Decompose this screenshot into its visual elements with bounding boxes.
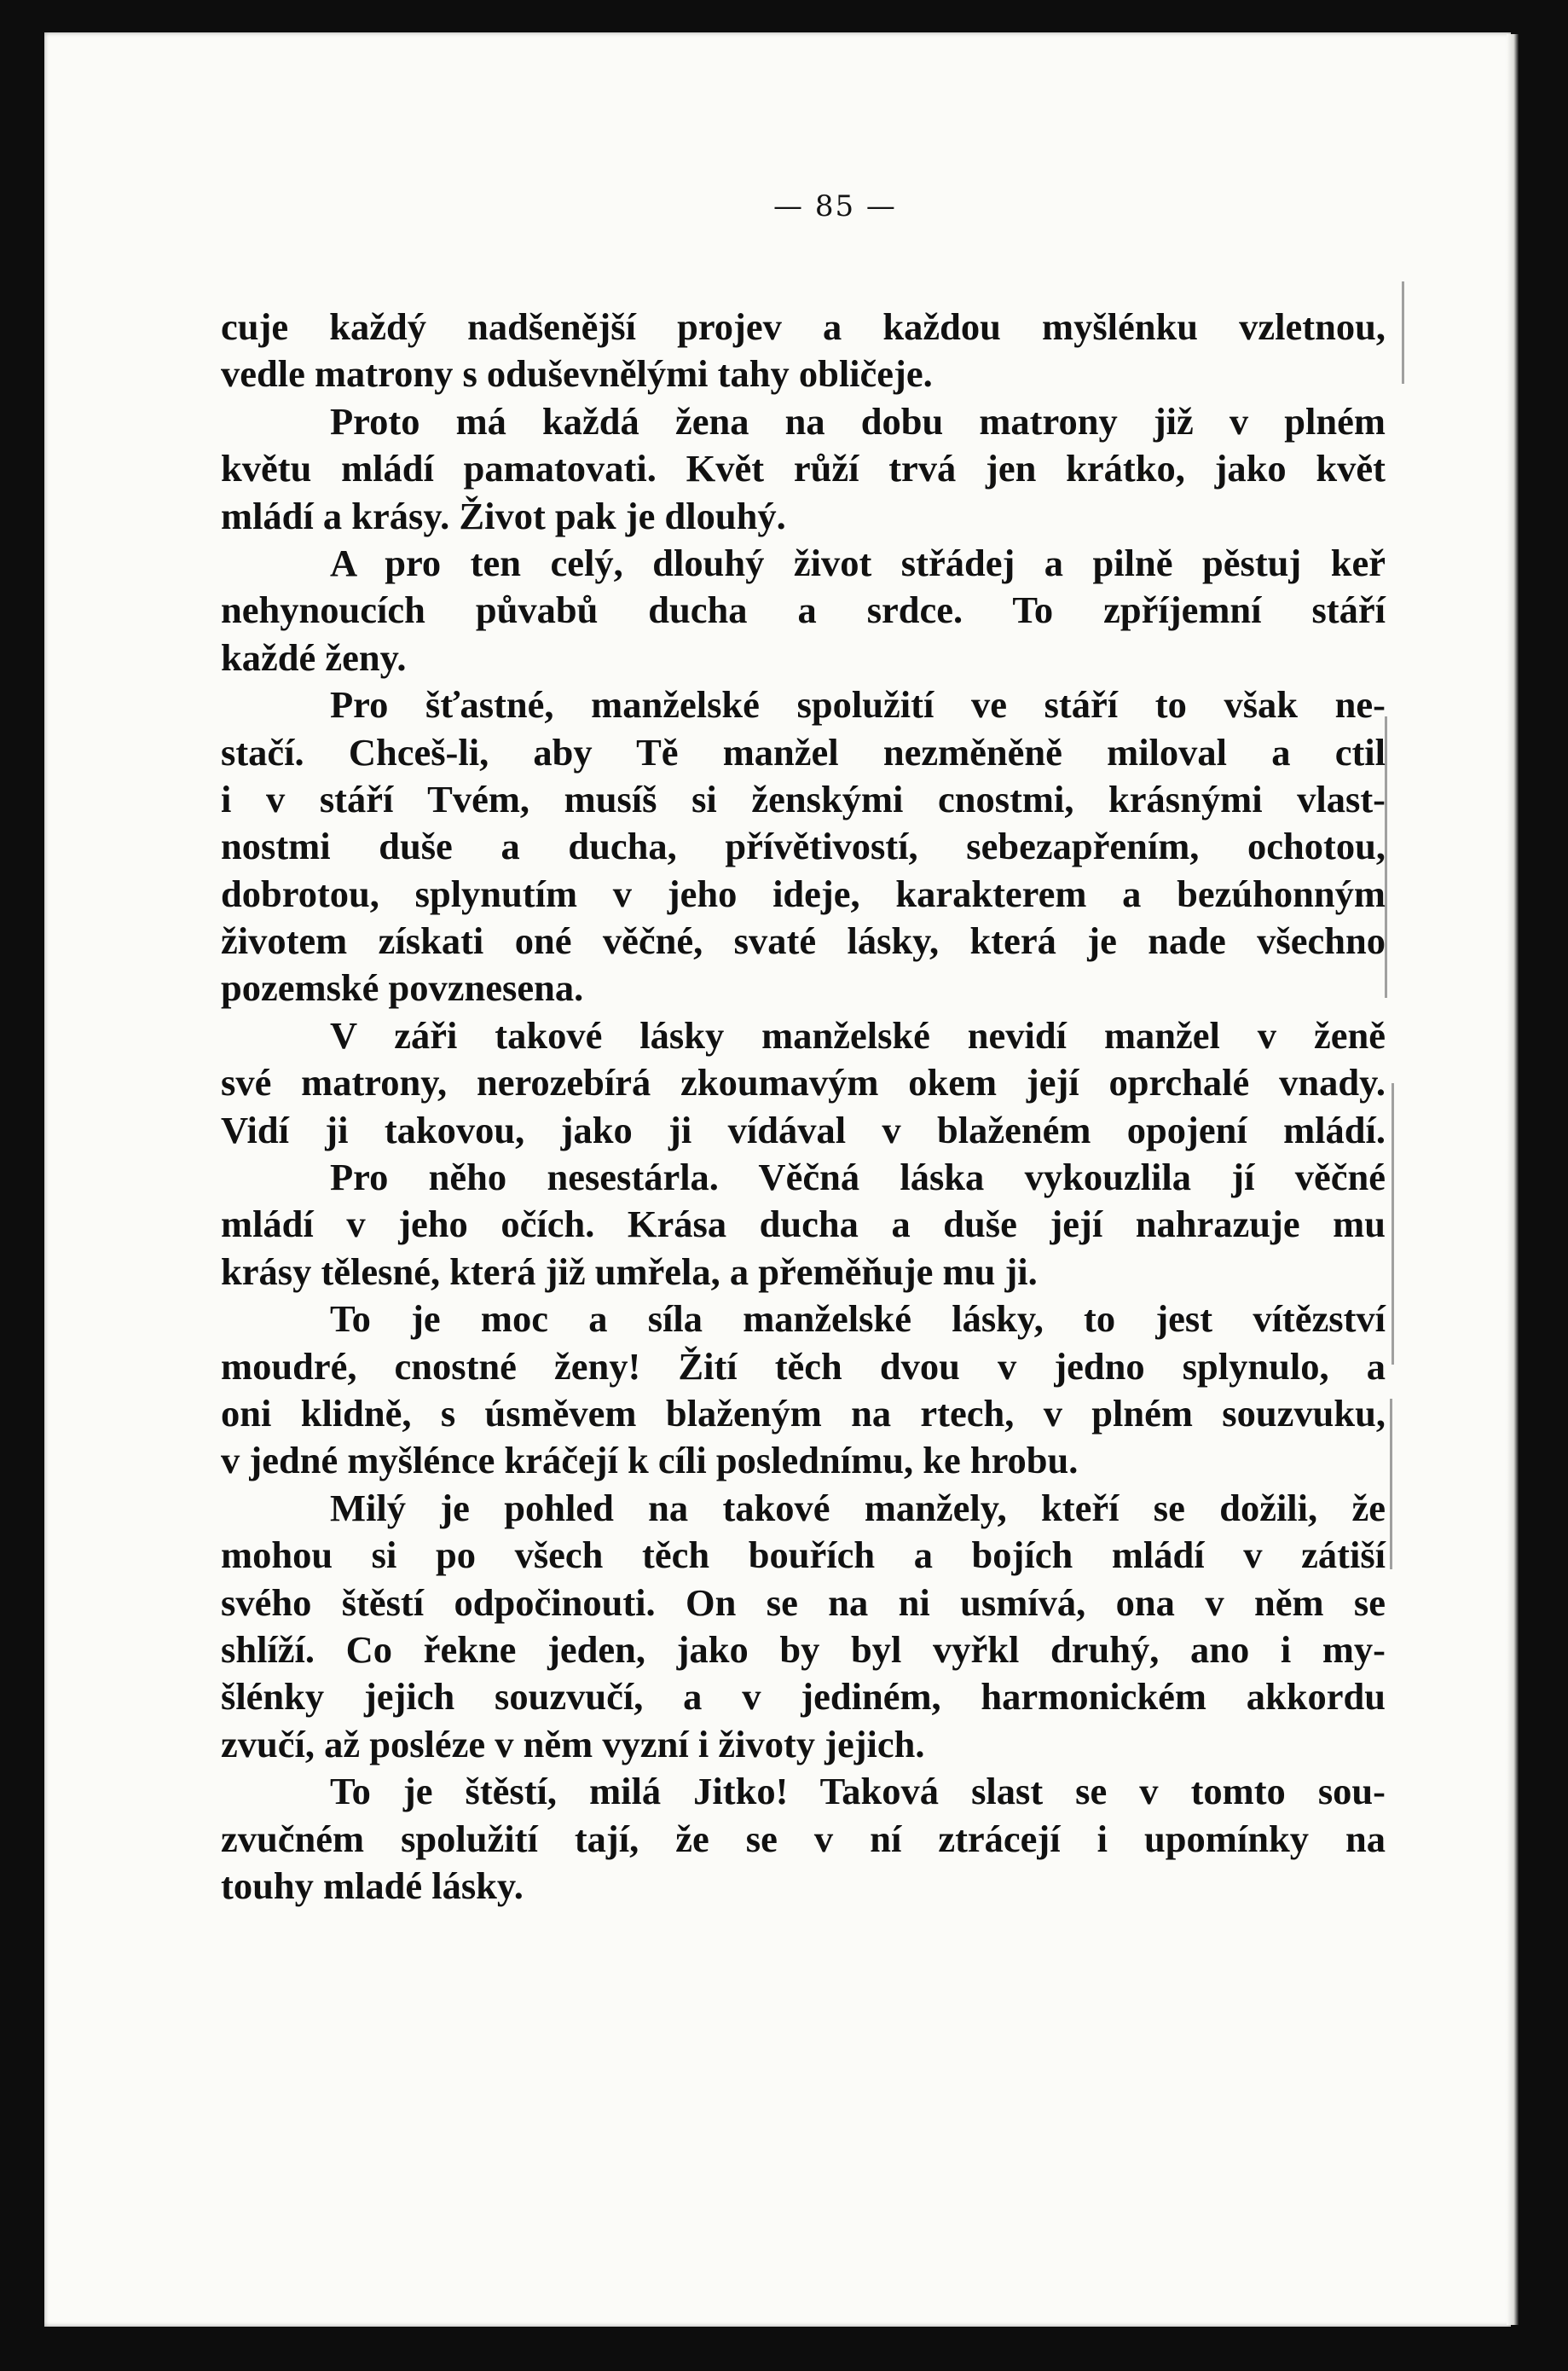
text-line: nehynoucích půvabů ducha a srdce. To zpříjemní stáří xyxy=(221,588,1386,632)
text-line: Vidí ji takovou, jako ji vídával v blaženém opojení mládí. xyxy=(221,1108,1386,1151)
text-line: Pro šťastné, manželské spolužití ve stáří to však ne- xyxy=(330,683,1386,727)
text-line: v jedné myšlénce kráčejí k cíli poslednímu, ke hrobu. xyxy=(221,1439,1079,1482)
text-line: oni klidně, s úsměvem blaženým na rtech, v plném souzvuku, xyxy=(221,1391,1386,1435)
text-line: květu mládí pamatovati. Květ růží trvá jen krátko, jako květ xyxy=(221,447,1386,490)
page-edge-shadow xyxy=(1507,34,1519,2325)
text-line: V záři takové lásky manželské nevidí manžel v ženě xyxy=(330,1013,1386,1057)
text-line: vedle matrony s oduševnělými tahy obličeje. xyxy=(221,352,933,396)
text-line: mládí a krásy. Život pak je dlouhý. xyxy=(221,494,786,537)
text-line: nostmi duše a ducha, přívětivostí, sebezapřením, ochotou, xyxy=(221,825,1386,868)
text-line: svého štěstí odpočinouti. On se na ni usmívá, ona v něm se xyxy=(221,1580,1386,1624)
text-line: krásy tělesné, která již umřela, a přeměňuje mu ji. xyxy=(221,1249,1038,1293)
body-text xyxy=(221,304,1386,1910)
text-line: zvučném spolužití tají, že se v ní ztrácejí i upomínky na xyxy=(221,1817,1386,1860)
text-line: stačí. Chceš-li, aby Tě manžel nezměněně miloval a ctil xyxy=(221,730,1386,774)
text-line: každé ženy. xyxy=(221,635,407,679)
text-line: shlíží. Co řekne jeden, jako by byl vyřkl druhý, ano i my- xyxy=(221,1627,1386,1671)
text-line: moudré, cnostné ženy! Žití těch dvou v jedno splynulo, a xyxy=(221,1344,1386,1388)
text-line: To je štěstí, milá Jitko! Taková slast se v tomto sou- xyxy=(330,1770,1386,1813)
text-line: své matrony, nerozebírá zkoumavým okem její oprchalé vnady. xyxy=(221,1061,1386,1104)
text-line: i v stáří Tvém, musíš si ženskými cnostmi, krásnými vlast- xyxy=(221,777,1386,820)
text-line: Milý je pohled na takové manžely, kteří se dožili, že xyxy=(330,1486,1386,1529)
text-line: Proto má každá žena na dobu matrony již v plném xyxy=(330,399,1386,443)
text-line: To je moc a síla manželské lásky, to jest vítězství xyxy=(330,1297,1386,1341)
margin-mark xyxy=(1402,281,1404,384)
text-line: A pro ten celý, dlouhý život střádej a pilně pěstuj keř xyxy=(330,541,1386,584)
margin-mark xyxy=(1390,1399,1392,1569)
text-line: dobrotou, splynutím v jeho ideje, karakterem a bezúhonným xyxy=(221,872,1386,915)
text-line: Pro něho nesestárla. Věčná láska vykouzlila jí věčné xyxy=(330,1156,1386,1199)
text-line: mládí v jeho očích. Krása ducha a duše její nahrazuje mu xyxy=(221,1203,1386,1246)
text-line: mohou si po všech těch bouřích a bojích mládí v zátiší xyxy=(221,1533,1386,1577)
text-line: šlénky jejich souzvučí, a v jediném, harmonickém akkordu xyxy=(221,1675,1386,1719)
margin-mark xyxy=(1392,1083,1394,1365)
text-line: zvučí, až posléze v něm vyzní i životy jejich. xyxy=(221,1722,925,1765)
text-line: pozemské povznesena. xyxy=(221,966,584,1010)
text-line: životem získati oné věčné, svaté lásky, která je nade všechno xyxy=(221,919,1386,963)
page-number: — 85 — xyxy=(773,189,897,223)
text-line: cuje každý nadšenější projev a každou myšlénku vzletnou, xyxy=(221,305,1386,348)
text-line: touhy mladé lásky. xyxy=(221,1864,524,1907)
